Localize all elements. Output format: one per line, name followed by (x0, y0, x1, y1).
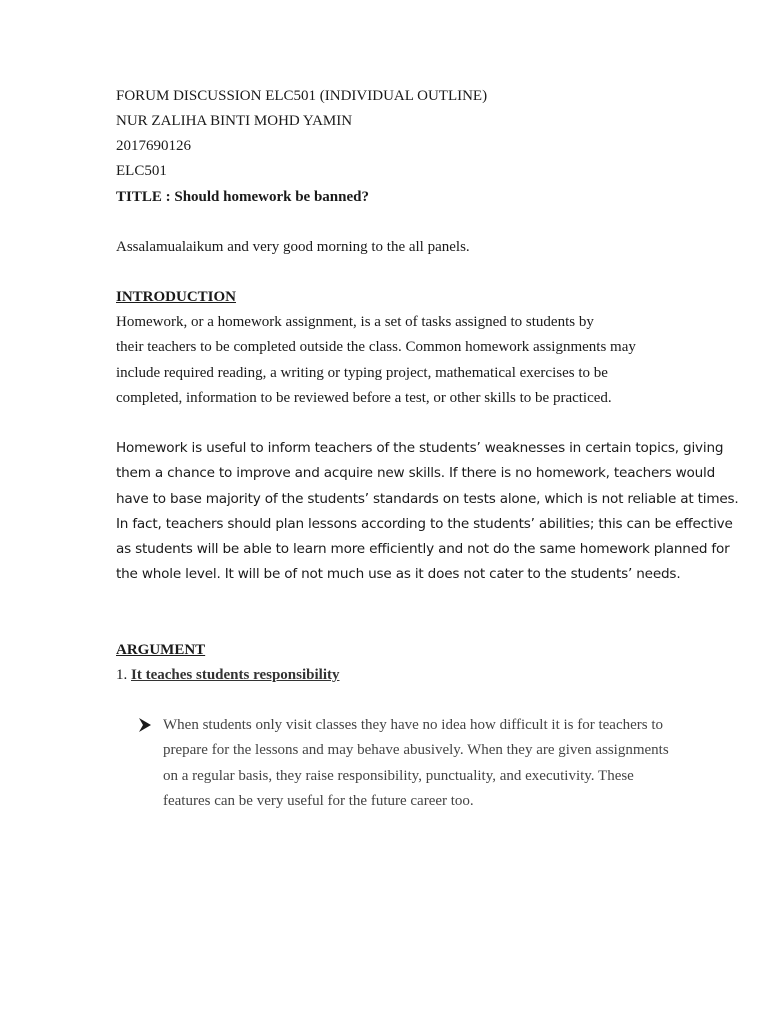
introduction-heading: INTRODUCTION (116, 289, 237, 305)
argument-point-title: It teaches students responsibility (131, 667, 340, 683)
bullet-line: When students only visit classes they have no idea how difficult it is for teachers to (163, 717, 664, 733)
document-title: TITLE : Should homework be banned? (116, 189, 369, 205)
paragraph-line: completed, information to be reviewed before a test, or other skills to be practiced. (116, 389, 612, 406)
argument-point-1 (116, 665, 340, 685)
student-id: 2017690126 (116, 138, 191, 154)
bullet-line: prepare for the lessons and may behave abusively. When they are given assignments (163, 742, 669, 759)
forum-discussion-line: FORUM DISCUSSION ELC501 (INDIVIDUAL OUTLINE) (116, 88, 488, 104)
paragraph-line: their teachers to be completed outside the class. Common homework assignments may (116, 339, 636, 356)
paragraph-line: them a chance to improve and acquire new skills. If there is no homework, teachers would (116, 465, 716, 482)
course-code: ELC501 (116, 163, 167, 179)
paragraph-line: have to base majority of the students’ standards on tests alone, which is not reliable at times. (116, 490, 739, 507)
greeting-text: Assalamualaikum and very good morning to the all panels. (116, 239, 470, 255)
introduction-paragraph-2 (116, 438, 739, 590)
arrowhead-bullet-icon (138, 717, 152, 733)
argument-point-number: 1. (116, 667, 128, 683)
bullet-line: features can be very useful for the future career too. (163, 792, 474, 809)
paragraph-line: as students will be able to learn more efficiently and not do the same homework planned for (116, 541, 730, 558)
paragraph-line: In fact, teachers should plan lessons according to the students’ abilities; this can be effective (116, 515, 733, 532)
argument-bullet-text (163, 715, 708, 816)
paragraph-line: the whole level. It will be of not much use as it does not cater to the students’ needs. (116, 566, 681, 583)
argument-heading: ARGUMENT (116, 642, 206, 658)
introduction-paragraph-1 (116, 312, 696, 413)
paragraph-line: include required reading, a writing or typing project, mathematical exercises to be (116, 364, 608, 381)
author-name: NUR ZALIHA BINTI MOHD YAMIN (116, 113, 353, 129)
paragraph-line: Homework is useful to inform teachers of the students’ weaknesses in certain topics, giving (116, 440, 724, 456)
paragraph-line: Homework, or a homework assignment, is a set of tasks assigned to students by (116, 314, 594, 330)
bullet-line: on a regular basis, they raise responsibility, punctuality, and executivity. These (163, 767, 634, 784)
